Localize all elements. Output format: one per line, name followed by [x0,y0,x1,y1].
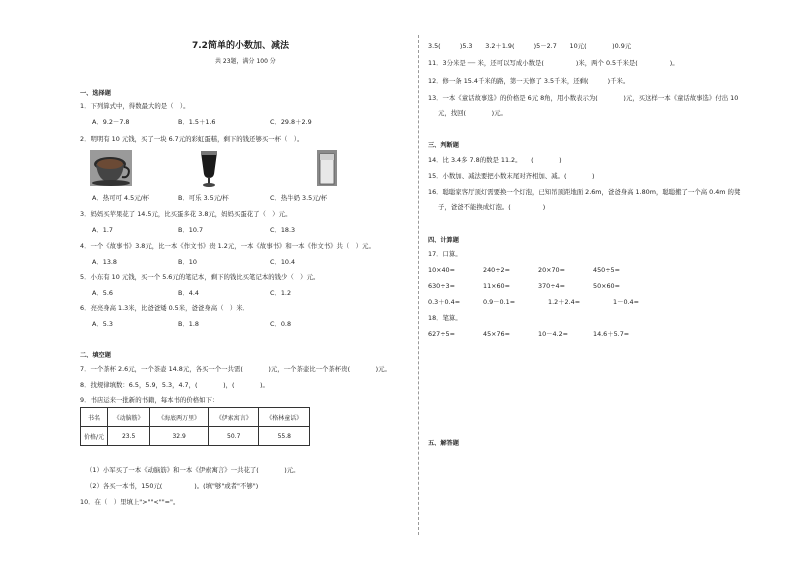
section-judge: 三、判断题 [428,142,459,149]
written-item: 45×76= [483,330,510,338]
table-cell: 《格林童话》 [259,408,310,427]
question-16-cont: 子，爸爸不能换成灯泡。( ) [438,203,546,211]
oral-item: 370÷4= [538,282,565,290]
q2-option-b: B．可乐 3.5元/杯 [178,194,229,202]
table-cell: 《海底两万里》 [150,408,209,427]
table-cell: 32.9 [150,427,209,446]
q2-option-c: C．热牛奶 3.5元/杯 [270,194,328,202]
q4-option-b: B．10 [178,258,197,266]
q2-option-a: A．热可可 4.5元/杯 [92,194,150,202]
table-cell: 23.5 [108,427,150,446]
q6-option-a: A．5.3 [92,320,113,328]
oral-item: 630÷3= [428,282,455,290]
oral-item: 450÷5= [593,266,620,274]
table-cell: 《伊索寓言》 [208,408,259,427]
question-9-1: （1）小军买了一本《动脑筋》和一本《伊索寓言》一共花了( )元。 [86,466,300,474]
oral-item: 11×60= [483,282,510,290]
oral-item: 50×60= [593,282,620,290]
table-cell: 55.8 [259,427,310,446]
q5-option-b: B．4.4 [178,289,199,297]
question-4: 4．一个《故事书》3.8元，比一本《作文书》贵 1.2元，一本《故事书》和一本《作文书》共（ ）元。 [80,242,375,250]
q4-option-a: A．13.8 [92,258,117,266]
q1-option-b: B．1.5＋1.6 [178,118,216,126]
written-item: 627÷5= [428,330,455,338]
q3-option-a: A．1.7 [92,226,113,234]
section-choice: 一、选择题 [80,90,111,97]
q5-option-a: A．5.6 [92,289,113,297]
oral-item: 0.3＋0.4= [428,298,461,306]
cola-glass-photo [200,150,218,188]
question-9: 9．书店运来一批新的书籍，每本书的价格如下： [80,396,219,404]
section-calc: 四、计算题 [428,237,459,244]
question-6: 6．亮亮身高 1.3米，比爸爸矮 0.5米，爸爸身高（ ）米． [80,304,250,312]
written-item: 10－4.2= [538,330,569,338]
question-7: 7．一个茶杯 2.6元，一个茶壶 14.8元，各买一个一共需( )元，一个茶壶比一个茶杯贵( )元。 [80,365,391,373]
question-12: 12．修一条 15.4千米的路，第一天修了 3.5千米，还剩( )千米。 [428,77,630,85]
book-price-table [80,407,310,446]
page-title: 7.2简单的小数加、减法 [192,41,289,51]
table-cell: 50.7 [208,427,259,446]
oral-item: 20×70= [538,266,565,274]
section-fill: 二、填空题 [80,352,111,359]
q6-option-b: B．1.8 [178,320,199,328]
question-3: 3．妈妈买苹果花了 14.5元，比买蛋多花 3.8元，妈妈买蛋花了（ ）元。 [80,210,292,218]
question-5: 5．小东有 10 元钱，买一个 5.6元的笔记本，剩下的钱比买笔记本的钱少（ ）元。 [80,273,320,281]
question-13: 13．一本《童话故事选》的价格是 6元 8角，用小数表示为( )元，买这样一本《童话故事选》付出 10 [428,94,739,102]
oral-item: 1.2＋2.4= [548,298,581,306]
question-17: 17．口算。 [428,250,462,258]
question-8: 8．找规律填数：6.5，5.9，5.3，4.7，( )，( )。 [80,381,269,389]
oral-item: 1－0.4= [613,298,639,306]
q4-option-c: C．10.4 [270,258,296,266]
question-15: 15．小数加、减法要把小数末尾对齐相加、减。( ) [428,172,595,180]
hot-cocoa-photo [90,150,132,186]
question-1: 1．下列算式中，得数最大的是（ ）。 [80,102,190,110]
table-cell: 价格/元 [81,427,108,446]
table-row [81,408,310,427]
written-item: 14.6＋5.7= [593,330,630,338]
milk-glass-photo [317,150,337,186]
table-row [81,427,310,446]
question-11: 11．3分米是 ┈┈ 米，还可以写成小数是( )米，两个 0.5千米是( )。 [428,59,679,67]
question-2: 2．明明有 10 元钱，买了一块 6.7元的彩虹蛋糕，剩下的钱还够买一杯（ ）。 [80,135,304,143]
q6-option-c: C．0.8 [270,320,292,328]
question-9-2: （2）各买一本书，150元( )。(填"够"或者"不够") [86,482,259,490]
compare-row: 3.5( )5.3 3.2＋1.9( )5－2.7 10元( )0.9元 [428,42,632,50]
oral-item: 240÷2= [483,266,510,274]
q3-option-b: B．10.7 [178,226,204,234]
question-10: 10．在（ ）里填上">""<""="。 [80,498,180,506]
page-subtitle: 共 23题，满分 100 分 [215,58,276,65]
oral-item: 10×40= [428,266,455,274]
oral-item: 0.9－0.1= [483,298,516,306]
q1-option-c: C．29.8＋2.9 [270,118,312,126]
q3-option-c: C．18.3 [270,226,296,234]
table-cell: 《动脑筋》 [108,408,150,427]
q1-option-a: A．9.2－7.8 [92,118,130,126]
section-answer: 五、解答题 [428,440,459,447]
column-divider [418,35,419,535]
question-18: 18．笔算。 [428,314,462,322]
question-14: 14．比 3.4多 7.8的数是 11.2。 ( ) [428,156,562,164]
q5-option-c: C．1.2 [270,289,292,297]
question-16: 16．聪聪家客厅顶灯需要换一个灯泡，已知吊顶距地面 2.6m，爸爸身高 1.80m，聪聪搬了一个高 0.4m 的凳 [428,188,741,196]
question-13-cont: 元，找回( )元。 [438,109,507,117]
table-cell: 书名 [81,408,108,427]
